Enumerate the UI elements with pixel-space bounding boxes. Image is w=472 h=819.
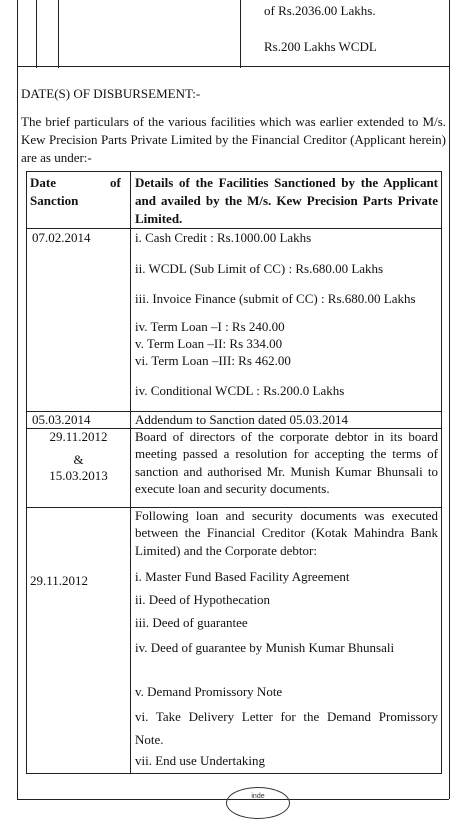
row1-item: iv. Conditional WCDL : Rs.200.0 Lakhs	[135, 383, 345, 398]
row4-date: 29.11.2012	[30, 573, 89, 588]
row2-details: Addendum to Sanction dated 05.03.2014	[135, 412, 349, 427]
header-date-of: of	[110, 175, 121, 190]
row4-item: ii. Deed of Hypothecation	[135, 592, 271, 607]
row4-item: vi. Take Delivery Letter for the Demand Promissory Note.	[135, 709, 438, 747]
row1-item: v. Term Loan –II: Rs 334.00	[135, 336, 283, 351]
row4-item: vii. End use Undertaking	[135, 753, 265, 768]
row3-details: Board of directors of the corporate debtor in its board meeting passed a resolution for accepting the terms of sanction and authorised Mr. Munish Kumar Bhunsali to execute loan and security documents.	[135, 429, 438, 497]
top-table-line-2: Rs.200 Lakhs WCDL	[264, 39, 377, 54]
row3-date-amp: &	[73, 452, 84, 467]
row1-item: iii. Invoice Finance (submit of CC) : Rs.680.00 Lakhs	[135, 291, 416, 306]
row1-item: iv. Term Loan –I : Rs 240.00	[135, 319, 285, 334]
facilities-table	[26, 171, 442, 774]
row3-date-2: 15.03.2013	[49, 468, 108, 483]
row4-item: iv. Deed of guarantee by Munish Kumar Bhunsali	[135, 640, 395, 655]
top-table-fragment	[17, 0, 450, 68]
header-date-label: Date	[30, 175, 56, 190]
header-details: Details of the Facilities Sanctioned by the Applicant and availed by the M/s. Kew Precision Parts Private Limited.	[135, 175, 438, 226]
stamp-text: inde	[251, 793, 265, 800]
header-sanction-label: Sanction	[30, 193, 79, 208]
top-table-line-1: of Rs.2036.00 Lakhs.	[264, 3, 376, 18]
row1-item: vi. Term Loan –III: Rs 462.00	[135, 353, 291, 368]
row4-item: i. Master Fund Based Facility Agreement	[135, 569, 350, 584]
row1-item: i. Cash Credit : Rs.1000.00 Lakhs	[135, 230, 312, 245]
row2-date: 05.03.2014	[32, 412, 91, 427]
stamp-seal	[226, 787, 290, 819]
row4-intro: Following loan and security documents was executed between the Financial Creditor (Kotak Mahindra Bank Limited) and the Corporate debtor:	[135, 508, 438, 558]
row1-item: ii. WCDL (Sub Limit of CC) : Rs.680.00 Lakhs	[135, 261, 384, 276]
row3-date-1: 29.11.2012	[49, 429, 108, 444]
intro-paragraph: The brief particulars of the various facilities which was earlier extended to M/s. Kew Precision Parts Private Limited by the Financial Creditor (Applicant herein) are as under:-	[21, 114, 446, 165]
row1-date: 07.02.2014	[32, 230, 91, 245]
disbursement-heading: DATE(S) OF DISBURSEMENT:-	[21, 86, 201, 101]
row4-item: iii. Deed of guarantee	[135, 615, 248, 630]
row4-item: v. Demand Promissory Note	[135, 684, 283, 699]
